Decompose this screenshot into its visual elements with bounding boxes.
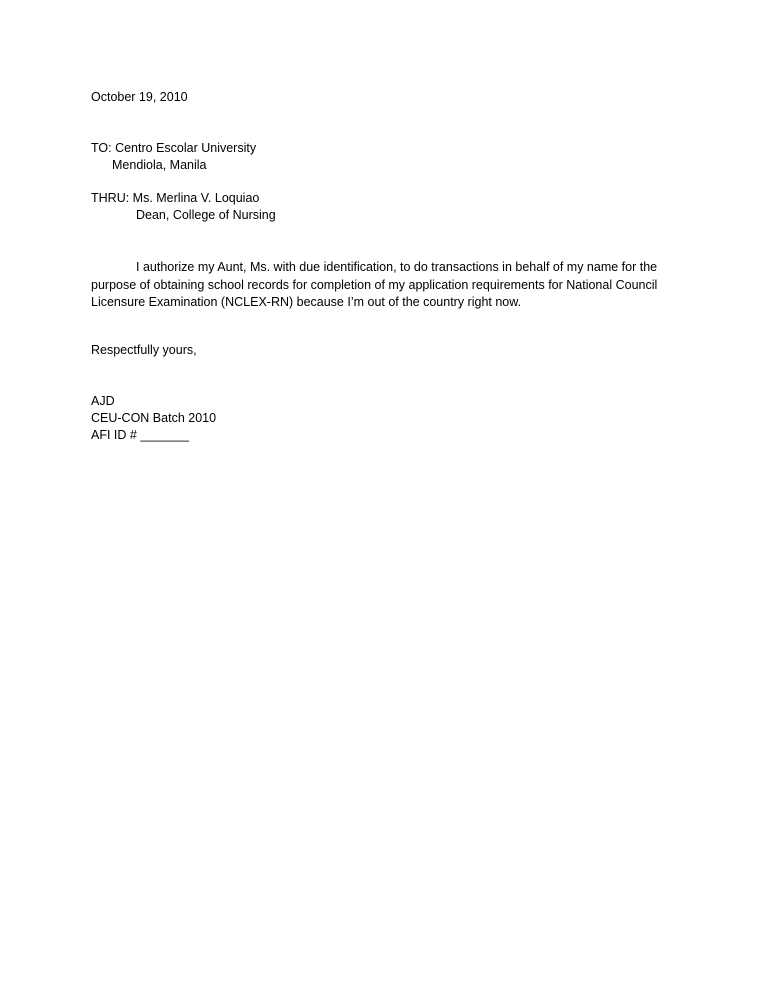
body-line: Licensure Examination (NCLEX-RN) because I’m out of the country right now. bbox=[91, 295, 522, 309]
body-line: purpose of obtaining school records for completion of my application requirements for National Council bbox=[91, 277, 658, 292]
thru-title: Dean, College of Nursing bbox=[136, 208, 276, 222]
closing: Respectfully yours, bbox=[91, 343, 197, 357]
thru-line: THRU: Ms. Merlina V. Loquiao bbox=[91, 191, 260, 205]
signature-name: AJD bbox=[91, 394, 115, 408]
letter-date: October 19, 2010 bbox=[91, 90, 188, 104]
body-line: I authorize my Aunt, Ms. with due identification, to do transactions in behalf of my name for the bbox=[136, 260, 658, 274]
recipient-line: TO: Centro Escolar University bbox=[91, 141, 257, 155]
letter-body bbox=[91, 259, 681, 312]
recipient-address: Mendiola, Manila bbox=[112, 158, 207, 172]
signature-batch: CEU-CON Batch 2010 bbox=[91, 411, 217, 425]
signature-id: AFI ID # _______ bbox=[91, 428, 189, 442]
